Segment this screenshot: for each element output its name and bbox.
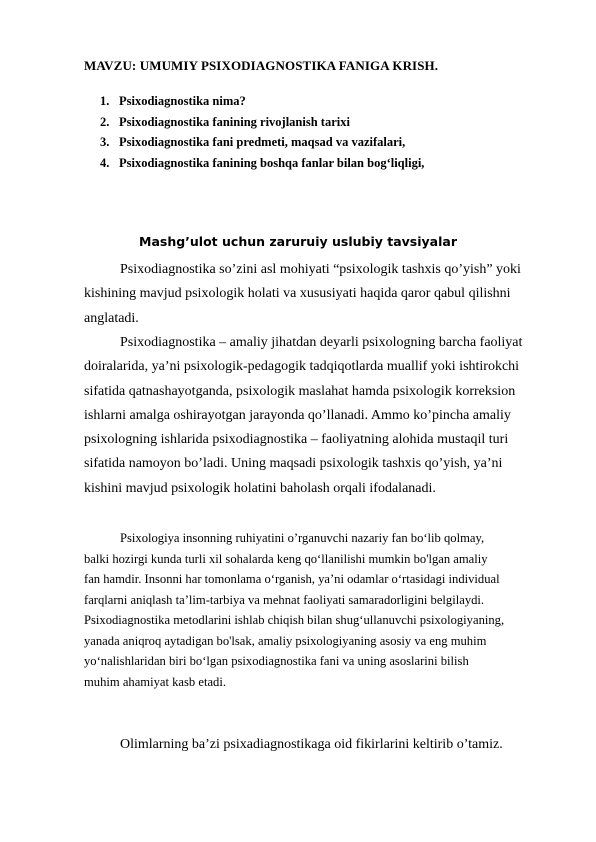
paragraph-definition <box>84 258 564 331</box>
paragraph-line: muhim ahamiyat kasb etadi. <box>84 674 226 689</box>
document-title: MAVZU: UMUMIY PSIXODIAGNOSTIKA FANIGA KRISH. <box>84 58 439 73</box>
paragraph-line: psixologning ishlarida psixodiagnostika – faoliyatning alohida mustaqil turi <box>84 432 509 448</box>
topic-number: 3. <box>100 135 110 149</box>
paragraph-application <box>84 331 564 501</box>
paragraph-line: kishini mavjud psixologik holatini baholash orqali ifodalanadi. <box>84 480 436 496</box>
paragraph-line: Olimlarning ba’zi psixadiagnostikaga oid fikirlarini keltirib o’tamiz. <box>120 737 503 752</box>
topic-text: Psixodiagnostika fanining rivojlanish tarixi <box>119 114 350 129</box>
topic-item <box>100 132 424 153</box>
section-subheading: Mashg’ulot uchun zaruruiy uslubiy tavsiyalar <box>139 234 457 249</box>
paragraph-line: sifatida qatnashayotganda, psixologik maslahat hamda psixologik korreksion <box>84 383 516 399</box>
paragraph-line: yanada aniqroq aytadigan bo'lsak, amaliy psixologiyaning asosiy va eng muhim <box>84 633 487 648</box>
topic-list <box>100 91 424 173</box>
paragraph-scholars <box>84 733 564 757</box>
topic-text: Psixodiagnostika nima? <box>119 94 246 108</box>
topic-item <box>100 153 424 174</box>
topic-item <box>100 91 424 112</box>
topic-text: Psixodiagnostika fanining boshqa fanlar bilan bog‘liqligi, <box>119 155 425 170</box>
paragraph-line: Psixodiagnostika – amaliy jihatdan deyarli psixologning barcha faoliyat <box>120 335 523 350</box>
paragraph-line: Psixodiagnostika so’zini asl mohiyati “psixologik tashxis qo’yish” yoki <box>120 262 521 277</box>
paragraph-line: farqlarni aniqlash ta’lim-tarbiya va mehnat faoliyati samaradorligini belgilaydi. <box>84 592 485 607</box>
topic-number: 1. <box>100 94 110 108</box>
topic-item <box>100 112 424 133</box>
topic-number: 2. <box>100 114 110 129</box>
paragraph-line: Psixologiya insonning ruhiyatini o’rganuvchi nazariy fan bo‘lib qolmay, <box>120 531 485 545</box>
paragraph-psychology <box>84 528 564 692</box>
paragraph-line: sifatida namoyon bo’ladi. Uning maqsadi psixologik tashxis qo’yish, ya’ni <box>84 456 503 472</box>
paragraph-line: doiralarida, ya’ni psixologik-pedagogik tadqiqotlarda muallif yoki ishtirokchi <box>84 359 520 375</box>
topic-number: 4. <box>100 155 110 170</box>
paragraph-line: anglatadi. <box>84 310 139 326</box>
paragraph-line: yo‘nalishlaridan biri bo‘lgan psixodiagnostika fani va uning asoslarini bilish <box>84 654 469 668</box>
paragraph-line: ishlarni amalga oshirayotgan jarayonda qo’llanadi. Ammo ko’pincha amaliy <box>84 407 511 423</box>
paragraph-line: balki hozirgi kunda turli xil sohalarda keng qo‘llanilishi mumkin bo'lgan amaliy <box>84 551 488 566</box>
paragraph-line: fan hamdir. Insonni har tomonlama o‘rganish, ya’ni odamlar o‘rtasidagi individual <box>84 572 500 586</box>
paragraph-line: kishining mavjud psixologik holati va xususiyati haqida qaror qabul qilishni <box>84 286 511 302</box>
topic-text: Psixodiagnostika fani predmeti, maqsad va vazifalari, <box>119 135 406 149</box>
paragraph-line: Psixodiagnostika metodlarini ishlab chiqish bilan shug‘ullanuvchi psixologiyaning, <box>84 613 505 627</box>
